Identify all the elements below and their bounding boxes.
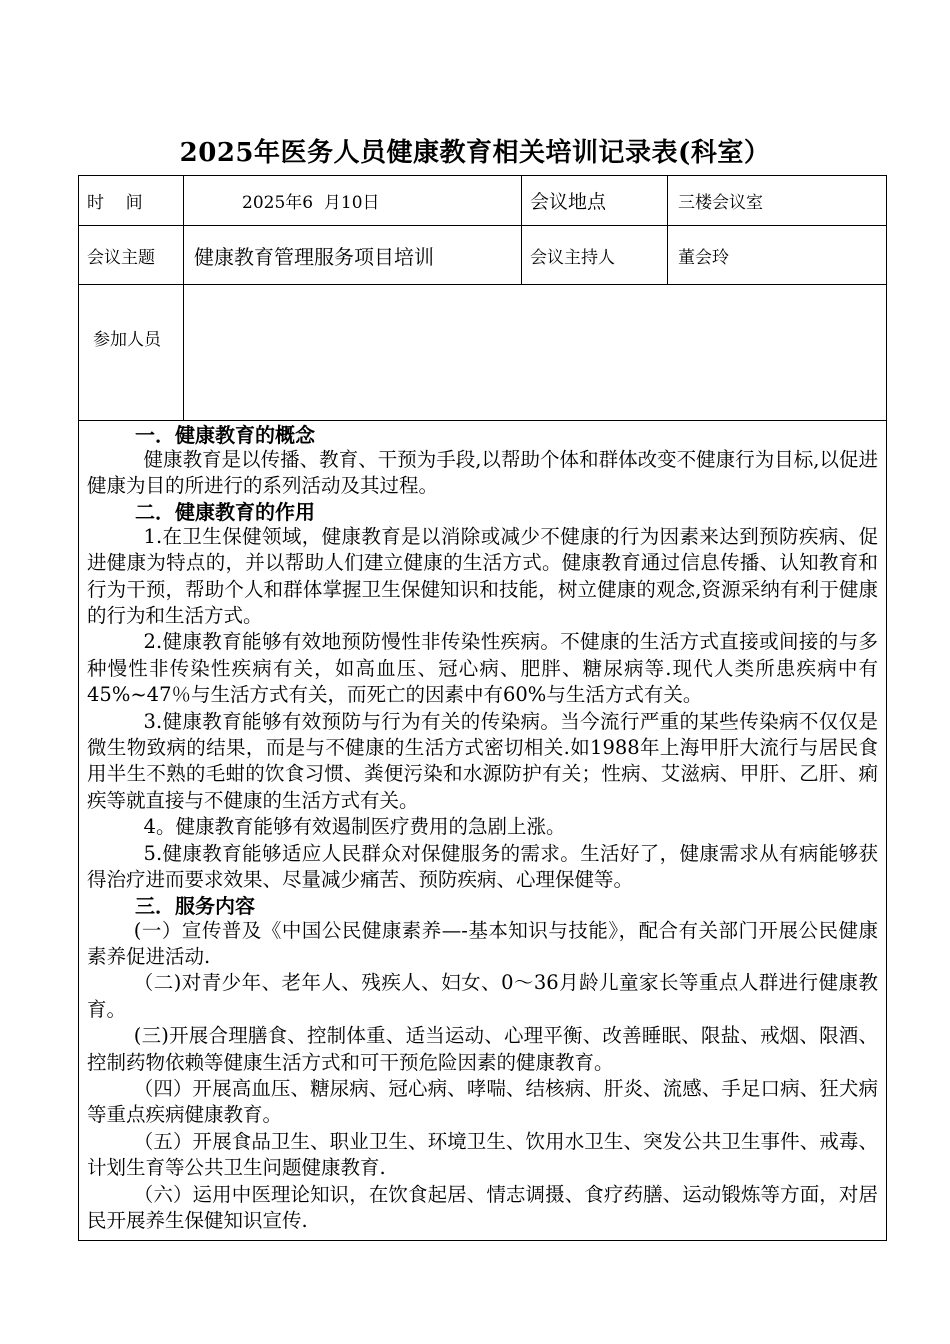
attendees-label: 参加人员 <box>79 285 184 421</box>
section2-paragraph-2: 2.健康教育能够有效地预防慢性非传染性疾病。不健康的生活方式直接或间接的与多种慢性非传染性疾病有关，如高血压、冠心病、肥胖、糖尿病等.现代人类所患疾病中有45%~47％与生活方式有关，而死亡的因素中有60%与生活方式有关。 <box>87 630 878 707</box>
host-value: 董会玲 <box>668 226 887 285</box>
section3-paragraph-4: （四）开展高血压、糖尿病、冠心病、哮喘、结核病、肝炎、流感、手足口病、狂犬病等重点疾病健康教育。 <box>87 1076 878 1127</box>
place-label: 会议地点 <box>522 176 668 226</box>
time-value: 2025年6 月10日 <box>184 176 522 226</box>
section2-paragraph-4: 4。健康教育能够有效遏制医疗费用的急剧上涨。 <box>143 815 566 839</box>
section3-paragraph-6: （六）运用中医理论知识，在饮食起居、情志调摄、食疗药膳、运动锻炼等方面，对居民开展养生保健知识宣传. <box>87 1182 878 1232</box>
topic-value: 健康教育管理服务项目培训 <box>184 226 522 285</box>
section2-paragraph-5: 5.健康教育能够适应人民群众对保健服务的需求。生活好了，健康需求从有病能够获得治疗进而要求效果、尽量减少痛苦、预防疾病、心理保健等。 <box>87 841 878 892</box>
section2-paragraph-1: 1.在卫生保健领域，健康教育是以消除或减少不健康的行为因素来达到预防疾病、促进健康为特点的，并以帮助人们建立健康的生活方式。健康教育通过信息传播、认知教育和行为干预，帮助个人和群体掌握卫生保健知识和技能，树立健康的观念,资源采纳有利于健康的行为和生活方式。 <box>87 524 878 628</box>
section1-heading: 一．健康教育的概念 <box>135 423 315 447</box>
host-label: 会议主持人 <box>522 226 668 285</box>
topic-label: 会议主题 <box>79 226 184 285</box>
row-topic-host <box>79 226 887 285</box>
section3-paragraph-1: (一）宣传普及《中国公民健康素养—-基本知识与技能》，配合有关部门开展公民健康素养促进活动. <box>87 918 878 968</box>
row-time-place <box>79 176 887 226</box>
section3-paragraph-2: （二)对青少年、老年人、残疾人、妇女、0～36月龄儿童家长等重点人群进行健康教育。 <box>87 971 878 1021</box>
attendees-value <box>184 285 887 421</box>
content-cell <box>79 421 887 1241</box>
section3-heading: 三．服务内容 <box>135 893 255 918</box>
section2-paragraph-3: 3.健康教育能够有效预防与行为有关的传染病。当今流行严重的某些传染病不仅仅是微生物致病的结果，而是与不健康的生活方式密切相关.如1988年上海甲肝大流行与居民食用半生不熟的毛蚶的饮食习惯、粪便污染和水源防护有关；性病、艾滋病、甲肝、乙肝、痢疾等就直接与不健康的生活方式有关。 <box>87 709 878 812</box>
row-content <box>79 421 887 1241</box>
record-table <box>78 175 887 1241</box>
page-title: 2025年医务人员健康教育相关培训记录表(科室） <box>179 138 771 168</box>
section3-paragraph-5: （五）开展食品卫生、职业卫生、环境卫生、饮用水卫生、突发公共卫生事件、戒毒、计划生育等公共卫生问题健康教育. <box>87 1129 878 1180</box>
section3-paragraph-3: (三)开展合理膳食、控制体重、适当运动、心理平衡、改善睡眠、限盐、戒烟、限酒、控制药物依赖等健康生活方式和可干预危险因素的健康教育。 <box>87 1024 878 1074</box>
time-label: 时 间 <box>79 176 184 226</box>
row-attendees <box>79 285 887 421</box>
place-value: 三楼会议室 <box>668 176 887 226</box>
section1-paragraph: 健康教育是以传播、教育、干预为手段,以帮助个体和群体改变不健康行为目标,以促进健康为目的所进行的系列活动及其过程。 <box>87 448 878 498</box>
section2-heading: 二．健康教育的作用 <box>135 499 315 524</box>
